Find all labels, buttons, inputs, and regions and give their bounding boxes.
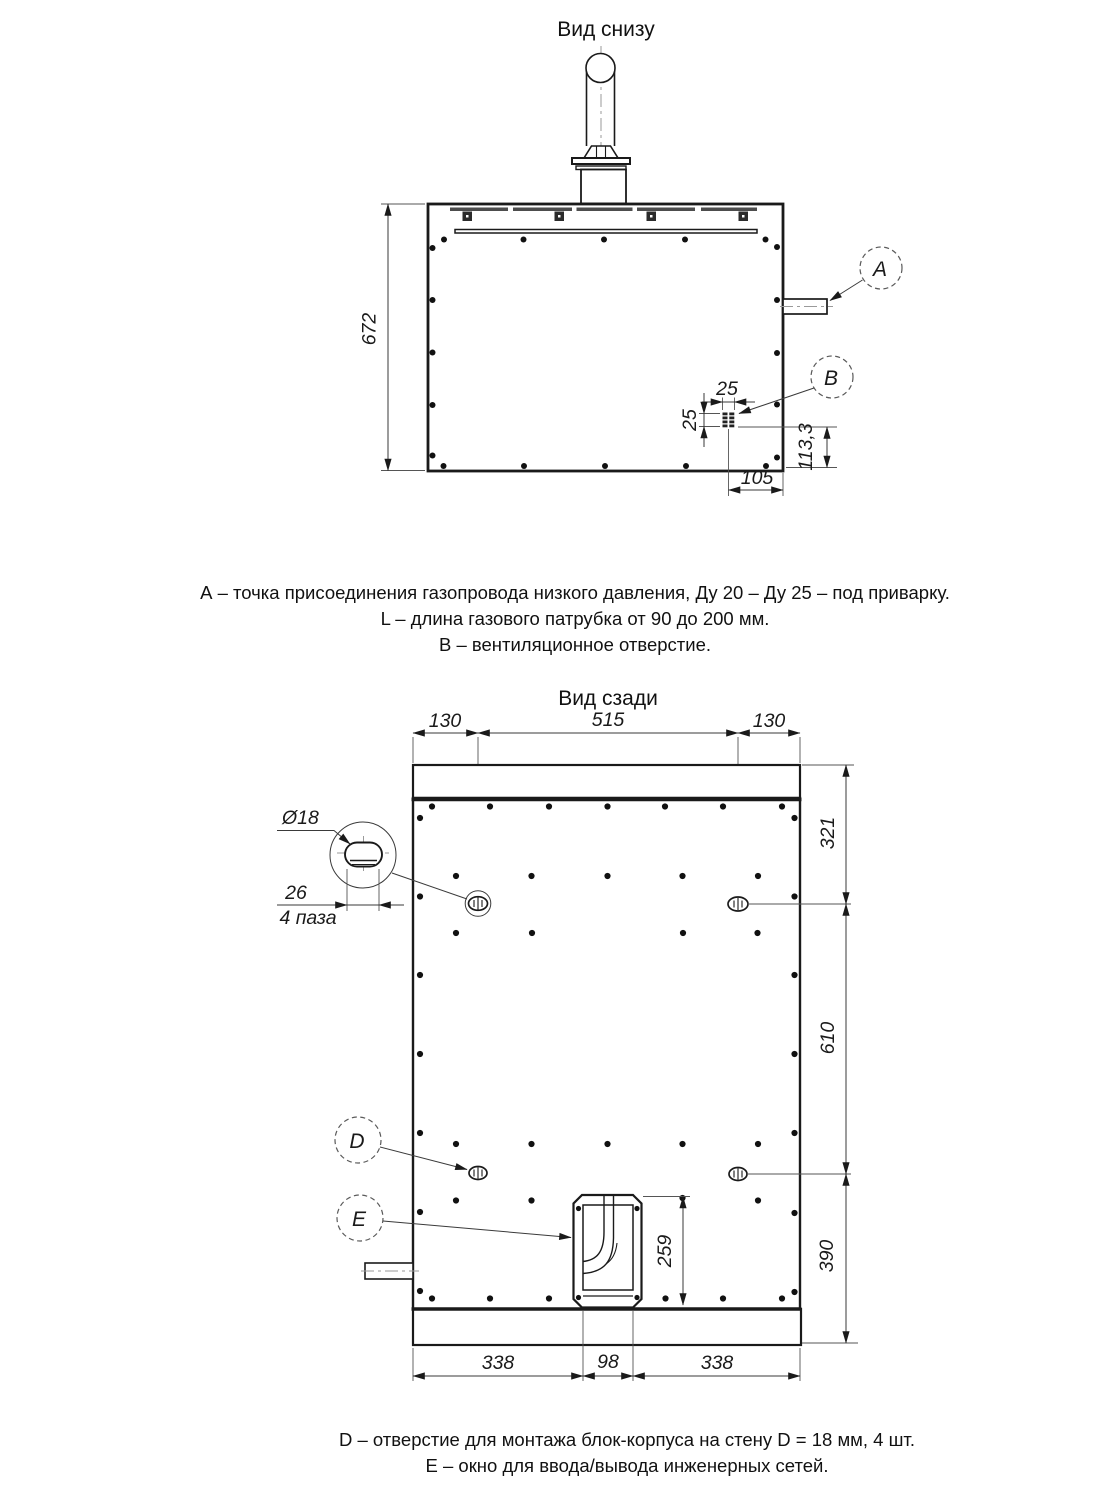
note-l: L – длина газового патрубка от 90 до 200 мм.: [380, 608, 770, 629]
note-a: А – точка присоединения газопровода низкого давления, Ду 20 – Ду 25 – под приварку.: [200, 582, 950, 603]
callout-d-label: D: [349, 1130, 365, 1153]
bottom-view: [359, 18, 903, 496]
note-e: Е – окно для ввода/вывода инженерных сетей.: [425, 1455, 829, 1476]
window-inner-frame: [583, 1205, 633, 1290]
note-b: В – вентиляционное отверстие.: [438, 634, 712, 655]
dim-130-left-text: 130: [428, 710, 462, 732]
pipe-end-circle: [586, 54, 615, 83]
dim-338-right-text: 338: [700, 1352, 734, 1374]
callout-a-label: A: [872, 258, 888, 281]
notes-bottom: [339, 1429, 915, 1476]
dim-672-text: 672: [358, 312, 381, 346]
pipe-flare: [584, 146, 618, 158]
dim-98-text: 98: [597, 1351, 619, 1373]
dim-672: [359, 204, 426, 471]
dim-259-text: 259: [654, 1234, 676, 1268]
dim-515-text: 515: [591, 709, 625, 731]
bottom-view-title: Вид снизу: [557, 18, 655, 41]
dim-vent-height-text: 25: [679, 409, 701, 431]
note-d: D – отверстие для монтажа блок-корпуса на стену D = 18 мм, 4 шт.: [339, 1429, 915, 1450]
rear-view-title: Вид сзади: [558, 687, 658, 710]
mounting-slot-bottom-left: [469, 1167, 487, 1180]
dim-vent-width-text: 25: [716, 378, 738, 400]
callout-e-label: E: [351, 1208, 367, 1231]
bottom-flange: [413, 1309, 801, 1345]
detail-slot-shape: [345, 843, 382, 867]
pipe-flange-plate: [572, 158, 630, 164]
dim-right-chain: [802, 765, 858, 1343]
gas-connection-stub: [780, 299, 833, 314]
callout-a: [830, 247, 902, 301]
detail-diameter-text: Ø18: [282, 807, 319, 829]
dim-113-3-text: 113,3: [795, 423, 817, 471]
dim-321-text: 321: [817, 816, 839, 850]
left-pipe-stub: [361, 1263, 419, 1279]
top-flange: [413, 765, 800, 798]
rear-view: [277, 687, 858, 1381]
dim-390-text: 390: [816, 1239, 838, 1273]
utility-window: [574, 1195, 642, 1308]
detail-note-text: 4 паза: [279, 907, 337, 929]
gas-pipe: [572, 46, 630, 206]
callout-b-label: B: [823, 367, 839, 390]
dim-610-text: 610: [817, 1021, 839, 1055]
detail-width-text: 26: [285, 882, 307, 904]
dim-105-text: 105: [740, 467, 774, 489]
pipe-base: [581, 170, 626, 204]
housing-outline: [428, 204, 783, 471]
dim-338-left-text: 338: [481, 1352, 515, 1374]
notes-top: [200, 582, 950, 655]
dim-130-right-text: 130: [752, 710, 786, 732]
callout-a-leader: [830, 280, 863, 301]
